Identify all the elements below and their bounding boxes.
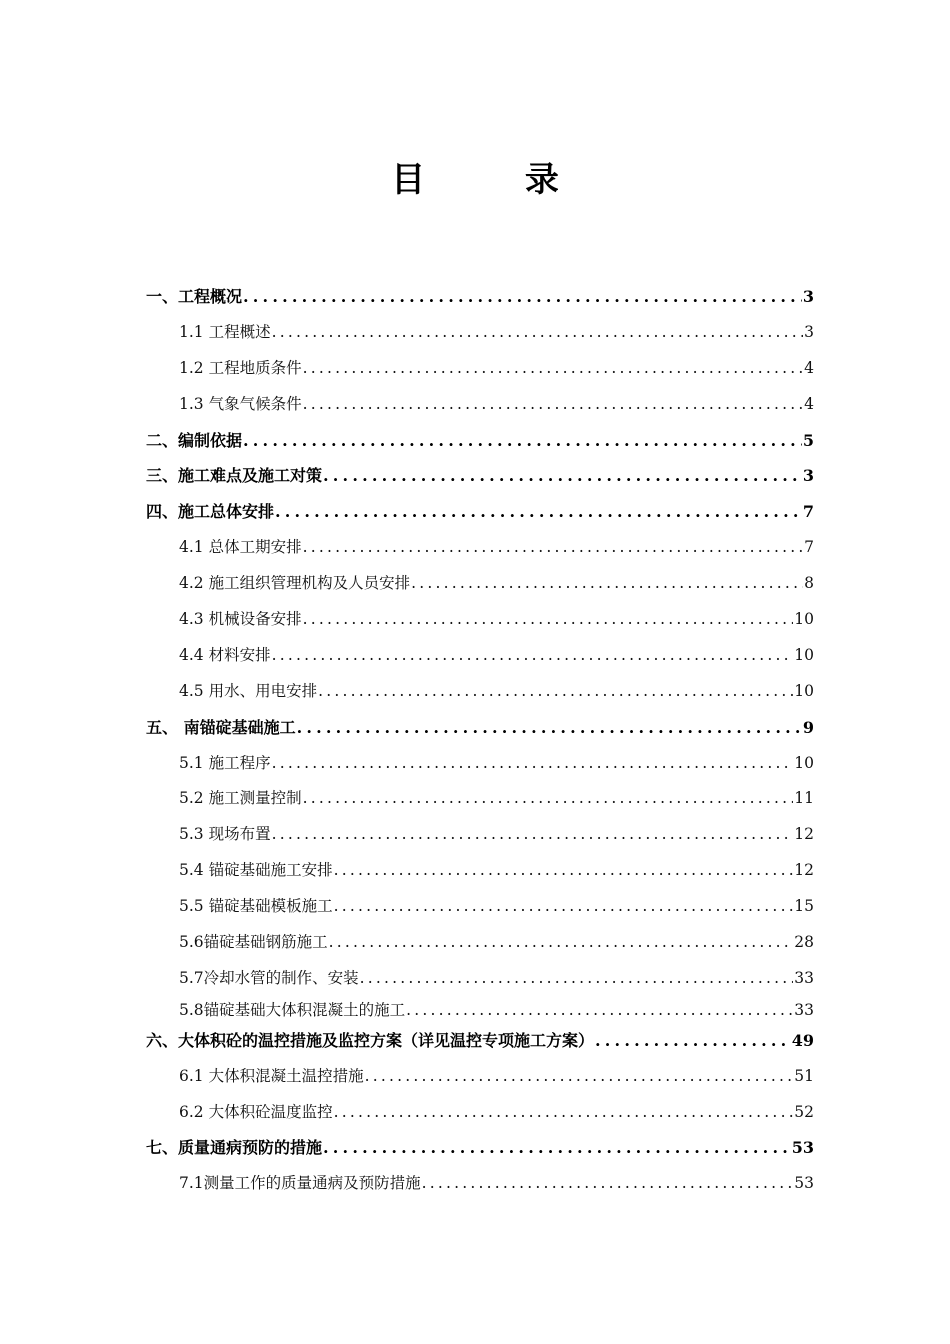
toc-entry-title: 6.1 大体积混凝土温控措施: [179, 1066, 364, 1085]
toc-page-number: 4: [804, 358, 814, 377]
toc-entry-title: 1.3 气象气候条件: [179, 394, 302, 413]
toc-page-number: 15: [794, 897, 814, 916]
toc-section-entry[interactable]: [146, 961, 814, 997]
toc-entry-title: 5.3 现场布置: [179, 825, 271, 844]
toc-dot-leader: [411, 566, 803, 602]
toc-dot-leader: [303, 530, 804, 566]
toc-section-entry[interactable]: [146, 889, 814, 925]
toc-entry-title: 五、 南锚碇基础施工: [146, 717, 296, 737]
toc-section-entry[interactable]: [146, 387, 814, 423]
toc-dot-leader: [297, 710, 802, 746]
toc-entry-title: 4.3 机械设备安排: [179, 610, 302, 628]
toc-section-entry[interactable]: [146, 997, 814, 1023]
toc-page-number: 10: [794, 610, 814, 628]
toc-entry-title: 七、质量通病预防的措施: [146, 1138, 323, 1158]
toc-dot-leader: [329, 925, 794, 961]
toc-chapter-entry[interactable]: [146, 458, 814, 494]
toc-entry-title: 5.4 锚碇基础施工安排: [179, 861, 333, 880]
toc-page-number: 5: [802, 430, 814, 450]
toc-entry-title: 六、大体积砼的温控措施及监控方案（详见温控专项施工方案）: [146, 1030, 595, 1050]
toc-dot-leader: [323, 458, 802, 494]
toc-page-number: 28: [794, 933, 814, 952]
toc-chapter-entry[interactable]: [146, 494, 814, 530]
toc-page-number: 7: [804, 538, 814, 557]
toc-dot-leader: [303, 781, 794, 817]
table-of-contents: [146, 279, 814, 1202]
toc-dot-leader: [595, 1023, 791, 1059]
toc-section-entry[interactable]: [146, 315, 814, 351]
toc-entry-title: 4.4 材料安排: [179, 645, 271, 664]
page-title: 目 录: [391, 160, 603, 200]
toc-page-number: 33: [794, 1000, 814, 1019]
toc-entry-title: 4.1 总体工期安排: [179, 538, 302, 557]
toc-section-entry[interactable]: [146, 781, 814, 817]
toc-dot-leader: [243, 423, 802, 459]
toc-entry-title: 5.6锚碇基础钢筋施工: [179, 933, 328, 952]
toc-section-entry[interactable]: [146, 853, 814, 889]
toc-dot-leader: [323, 1130, 791, 1166]
toc-dot-leader: [272, 315, 804, 351]
toc-page-number: 10: [794, 645, 814, 664]
toc-section-entry[interactable]: [146, 530, 814, 566]
toc-chapter-entry[interactable]: [146, 279, 814, 315]
toc-section-entry[interactable]: [146, 1059, 814, 1095]
toc-page-number: 9: [802, 717, 814, 737]
toc-section-entry[interactable]: [146, 674, 814, 710]
toc-entry-title: 4.5 用水、用电安排: [179, 681, 318, 700]
toc-entry-title: 二、编制依据: [146, 430, 243, 450]
toc-section-entry[interactable]: [146, 638, 814, 674]
toc-dot-leader: [422, 1166, 794, 1202]
toc-page-number: 52: [794, 1102, 814, 1121]
toc-page-number: 3: [802, 466, 814, 486]
toc-section-entry[interactable]: [146, 351, 814, 387]
toc-section-entry[interactable]: [146, 566, 814, 602]
toc-entry-title: 一、工程概况: [146, 286, 243, 306]
toc-dot-leader: [334, 853, 794, 889]
toc-chapter-entry[interactable]: [146, 1023, 814, 1059]
toc-page-number: 53: [794, 1174, 814, 1193]
toc-dot-leader: [303, 387, 804, 423]
toc-page-number: 49: [791, 1030, 814, 1050]
toc-chapter-entry[interactable]: [146, 423, 814, 459]
toc-dot-leader: [303, 351, 804, 387]
toc-entry-title: 5.2 施工测量控制: [179, 789, 302, 808]
toc-page-number: 3: [804, 322, 814, 341]
toc-entry-title: 1.2 工程地质条件: [179, 358, 302, 377]
toc-page-number: 11: [794, 789, 814, 808]
toc-page-number: 4: [804, 394, 814, 413]
toc-entry-title: 7.1测量工作的质量通病及预防措施: [179, 1174, 421, 1193]
toc-entry-title: 四、施工总体安排: [146, 502, 275, 522]
toc-entry-title: 5.1 施工程序: [179, 753, 271, 772]
toc-dot-leader: [406, 997, 793, 1023]
toc-dot-leader: [318, 674, 793, 710]
toc-entry-title: 1.1 工程概述: [179, 322, 271, 341]
toc-entry-title: 5.8锚碇基础大体积混凝土的施工: [179, 1000, 406, 1019]
toc-chapter-entry[interactable]: [146, 1130, 814, 1166]
toc-section-entry[interactable]: [146, 817, 814, 853]
toc-dot-leader: [275, 494, 802, 530]
toc-dot-leader: [243, 279, 802, 315]
toc-section-entry[interactable]: [146, 1095, 814, 1131]
toc-entry-title: 三、施工难点及施工对策: [146, 466, 323, 486]
toc-dot-leader: [334, 1095, 794, 1131]
toc-section-entry[interactable]: [146, 1166, 814, 1202]
toc-page-number: 53: [791, 1138, 814, 1158]
toc-page-number: 10: [794, 681, 814, 700]
toc-page-number: 33: [794, 968, 814, 987]
toc-page-number: 10: [794, 753, 814, 772]
toc-entry-title: 5.5 锚碇基础模板施工: [179, 897, 333, 916]
toc-entry-title: 6.2 大体积砼温度监控: [179, 1102, 333, 1121]
toc-page-number: 8: [804, 574, 814, 593]
toc-dot-leader: [272, 817, 794, 853]
toc-dot-leader: [272, 746, 794, 782]
toc-page-number: 12: [794, 861, 814, 880]
toc-entry-title: 4.2 施工组织管理机构及人员安排: [179, 574, 411, 593]
toc-page-number: 51: [794, 1066, 814, 1085]
toc-page-number: 7: [802, 502, 814, 522]
toc-section-entry[interactable]: [146, 925, 814, 961]
toc-dot-leader: [272, 638, 794, 674]
toc-page-number: 3: [802, 286, 814, 306]
toc-page-number: 12: [794, 825, 814, 844]
toc-section-entry[interactable]: [146, 746, 814, 782]
toc-dot-leader: [365, 1059, 794, 1095]
toc-chapter-entry[interactable]: [146, 710, 814, 746]
toc-dot-leader: [360, 961, 794, 997]
toc-entry-title: 5.7冷却水管的制作、安装: [179, 968, 359, 987]
toc-dot-leader: [303, 602, 794, 638]
toc-section-entry[interactable]: [146, 602, 814, 638]
toc-dot-leader: [334, 889, 794, 925]
